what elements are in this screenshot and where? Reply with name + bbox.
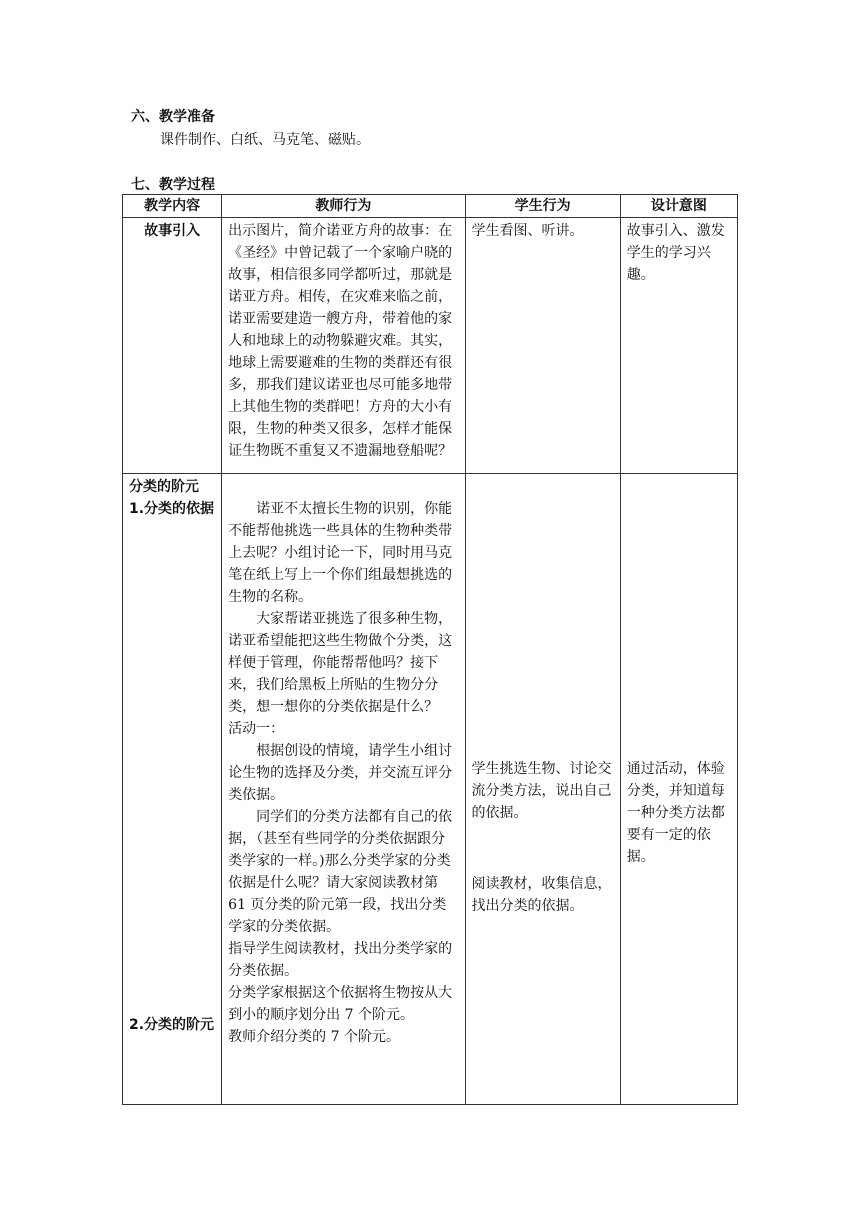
section6-content: 课件制作、白纸、马克笔、磁贴。 bbox=[160, 132, 370, 148]
section7-title: 七、教学过程 bbox=[131, 177, 215, 193]
teaching-process-table bbox=[122, 194, 738, 1105]
header-intent: 设计意图 bbox=[620, 195, 737, 218]
table-header-row bbox=[123, 195, 738, 218]
row2-content bbox=[123, 474, 222, 1105]
row2-teacher-p4: 根据创设的情境，请学生小组讨论生物的选择及分类，并交流互评分类依据。 bbox=[228, 743, 453, 803]
row2-student-2: 阅读教材，收集信息，找出分类的依据。 bbox=[471, 876, 612, 914]
row2-content-title: 分类的阶元 bbox=[129, 479, 199, 495]
row2-teacher-p8: 教师介绍分类的 7 个阶元。 bbox=[228, 1029, 400, 1045]
row2-teacher bbox=[222, 474, 465, 1105]
row2-content-item2: 2.分类的阶元 bbox=[129, 1017, 215, 1033]
header-content: 教学内容 bbox=[123, 195, 222, 218]
row2-teacher-p5: 同学们的分类方法都有自己的依据，（甚至有些同学的分类依据跟分类学家的一样。)那么分类学家的分类依据是什么呢？请大家阅读教材第 61 页分类的阶元第一段，找出分类学家的分类依据。 bbox=[228, 809, 453, 935]
row2-teacher-p6: 指导学生阅读教材，找出分类学家的分类依据。 bbox=[228, 941, 453, 979]
row1-student: 学生看图、听讲。 bbox=[465, 218, 620, 474]
table-row bbox=[123, 218, 738, 474]
table-row bbox=[123, 474, 738, 1105]
header-student: 学生行为 bbox=[465, 195, 620, 218]
row2-teacher-p2: 大家帮诺亚挑选了很多种生物，诺亚希望能把这些生物做个分类，这样便于管理，你能帮帮他吗？接下来，我们给黑板上所贴的生物分分类，想一想你的分类依据是什么？ bbox=[228, 611, 453, 715]
row1-content-label: 故事引入 bbox=[144, 223, 201, 239]
row1-intent: 故事引入、激发学生的学习兴趣。 bbox=[620, 218, 737, 474]
row2-student-1: 学生挑选生物、讨论交流分类方法，说出自己的依据。 bbox=[471, 761, 612, 821]
row2-content-item1: 1.分类的依据 bbox=[129, 501, 215, 517]
row2-intent-text: 通过活动，体验分类，并知道每一种分类方法都要有一定的依据。 bbox=[626, 761, 725, 865]
row2-student bbox=[465, 474, 620, 1105]
row2-intent bbox=[620, 474, 737, 1105]
header-teacher: 教师行为 bbox=[222, 195, 465, 218]
row2-teacher-p1: 诺亚不太擅长生物的识别，你能不能帮他挑选一些具体的生物种类带上去呢？小组讨论一下，同时用马克笔在纸上写上一个你们组最想挑选的生物的名称。 bbox=[228, 501, 453, 605]
row1-content bbox=[123, 218, 222, 474]
row1-teacher: 出示图片，简介诺亚方舟的故事：在《圣经》中曾记载了一个家喻户晓的故事，相信很多同学都听过，那就是诺亚方舟。相传，在灾难来临之前，诺亚需要建造一艘方舟，带着他的家人和地球上的动物躲避灾难。其实，地球上需要避难的生物的类群还有很多，那我们建议诺亚也尽可能多地带上其他生物的类群吧！方舟的大小有限，生物的种类又很多，怎样才能保证生物既不重复又不遗漏地登船呢？ bbox=[222, 218, 465, 474]
row2-teacher-p3: 活动一： bbox=[228, 721, 285, 737]
row2-teacher-p7: 分类学家根据这个依据将生物按从大到小的顺序划分出 7 个阶元。 bbox=[228, 985, 453, 1023]
section6-title: 六、教学准备 bbox=[131, 109, 215, 125]
